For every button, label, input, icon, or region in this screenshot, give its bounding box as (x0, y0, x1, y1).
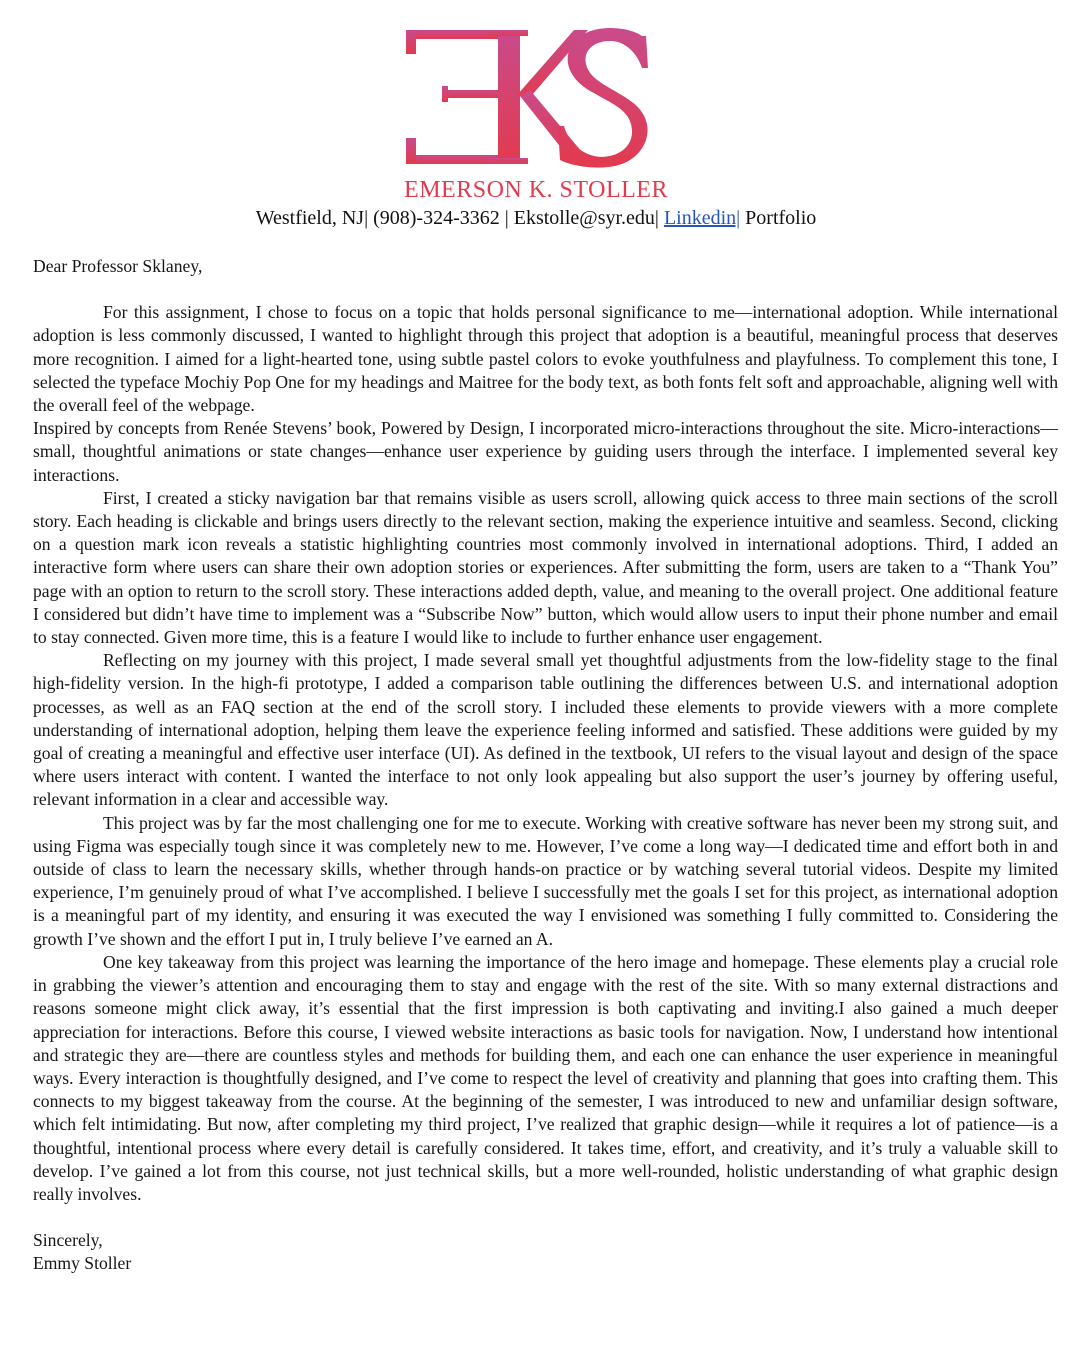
signature: Emmy Stoller (33, 1253, 132, 1274)
paragraph-4: Reflecting on my journey with this project, I made several small yet thoughtful adjustments from the low-fidelity stage to the final high-fidelity version. In the high-fi prototype, I added a comparison table outlining the differences between U.S. and international adoption processes, as well as an FAQ section at the end of the scroll story. I included these elements to provide viewers with a more complete understanding of international adoption, helping them leave the experience feeling informed and satisfied. These additions were guided by my goal of creating a meaningful and effective user interface (UI). As defined in the textbook, UI refers to the visual layout and design of the space where users interact with content. I wanted the interface to not only look appealing but also support the user’s journey by offering useful, relevant information in a clear and accessible way. (33, 650, 1058, 810)
closing: Sincerely, (33, 1230, 103, 1251)
paragraph-1: For this assignment, I chose to focus on a topic that holds personal significance to me—international adoption. While international adoption is less commonly discussed, I wanted to highlight through this project that adoption is a beautiful, meaningful process that deserves more recognition. I aimed for a light-hearted tone, using subtle pastel colors to evoke youthfulness and playfulness. To complement this tone, I selected the typeface Mochiy Pop One for my headings and Maitree for the body text, as both fonts felt soft and approachable, aligning well with the overall feel of the webpage. (33, 302, 1058, 416)
paragraph-5: This project was by far the most challenging one for me to execute. Working with creative software has never been my strong suit, and using Figma was especially tough since it was completely new to me. However, I’ve come a long way—I dedicated time and effort both in and outside of class to learn the necessary skills, whether through hands-on practice or by watching several tutorial videos. Despite my limited experience, I’m genuinely proud of what I’ve accomplished. I believe I successfully met the goals I set for this project, as international adoption is a meaningful part of my identity, and ensuring it was executed the way I envisioned was something I fully committed to. Considering the growth I’ve shown and the effort I put in, I truly believe I’ve earned an A. (33, 812, 1058, 949)
monogram-s (558, 28, 648, 168)
paragraph-2: Inspired by concepts from Renée Stevens’ book, Powered by Design, I incorporated micro-interactions throughout the site. Micro-interactions—small, thoughtful animations or state changes—enhance user experience by guiding users through the interface. I implemented several key interactions. (33, 418, 1058, 485)
letter-body (33, 255, 1058, 1276)
monogram-reversed-e (406, 30, 504, 164)
contact-location: Westfield, NJ| (255, 207, 369, 229)
eks-monogram-logo (406, 22, 666, 172)
contact-phone: (908)-324-3362 | (368, 207, 509, 229)
paragraph-3: First, I created a sticky navigation bar that remains visible as users scroll, allowing quick access to three main sections of the scroll story. Each heading is clickable and brings users directly to the relevant section, making the experience intuitive and seamless. Second, clicking on a question mark icon reveals a statistic highlighting countries most commonly involved in international adoptions. Third, I added an interactive form where users can share their own adoption stories or experiences. After submitting the form, users are taken to a “Thank You” page with an option to return to the scroll story. These interactions added depth, value, and meaning to the overall project. One additional feature I considered but didn’t have time to implement was a “Subscribe Now” button, which would allow users to input their phone number and email to stay connected. Given more time, this is a feature I would like to include to further enhance user engagement. (33, 487, 1058, 648)
contact-line (0, 204, 1072, 232)
logo-name: EMERSON K. STOLLER (404, 177, 668, 203)
linkedin-link[interactable]: Linkedin| (663, 207, 741, 229)
salutation: Dear Professor Sklaney, (33, 256, 203, 276)
contact-portfolio: Portfolio (740, 207, 817, 229)
contact-email: Ekstolle@syr.edu| (508, 207, 659, 229)
paragraph-6: One key takeaway from this project was learning the importance of the hero image and homepage. These elements play a crucial role in grabbing the viewer’s attention and encouraging them to stay and engage with the rest of the site. With so many external distractions and reasons someone might click away, it’s essential that the first impression is both captivating and inviting.I also gained a much deeper appreciation for interactions. Before this course, I viewed website interactions as basic tools for navigation. Now, I understand how intentional and strategic they are—there are countless styles and methods for building them, and each one can enhance the user experience in meaningful ways. Every interaction is thoughtfully designed, and I’ve come to respect the level of creativity and planning that goes into crafting them. This connects to my biggest takeaway from the course. At the beginning of the semester, I was introduced to new and unfamiliar design software, which felt intimidating. But now, after completing my third project, I’ve realized that graphic design—while it requires a lot of patience—is a thoughtful, intentional process where every detail is carefully considered. It takes time, effort, and creativity, and it’s truly a valuable skill to develop. I’ve gained a lot from this course, not just technical skills, but a more well-rounded, holistic understanding of what graphic design really involves. (33, 951, 1058, 1204)
closing-block (33, 1229, 1058, 1275)
letterhead (0, 22, 1072, 204)
